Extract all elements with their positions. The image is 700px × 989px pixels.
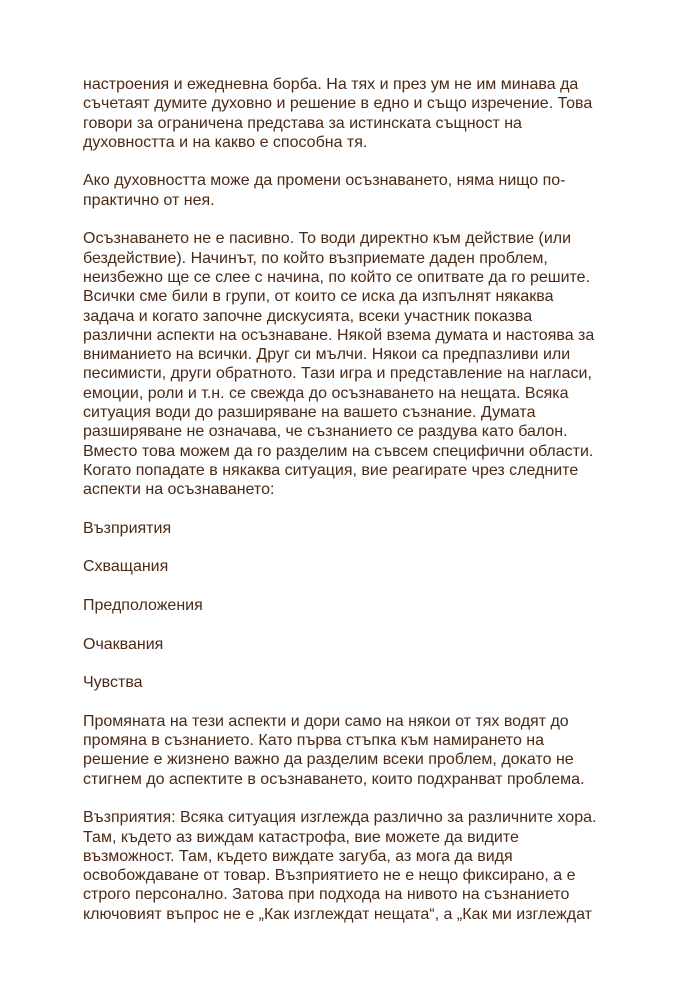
text-line: песимисти, други обратното. Тази игра и представление на нагласи,	[83, 365, 592, 383]
text-line: ситуация води до разширяване на вашето съзнание. Думата	[83, 404, 536, 422]
paragraph-changing-aspects	[83, 712, 630, 789]
text-line: решение е жизнено важно да разделим всеки проблем, докато не	[83, 751, 574, 769]
text-line: съчетаят думите духовно и решение в едно и също изречение. Това	[83, 95, 593, 113]
text-line: Там, където аз виждам катастрофа, вие можете да видите	[83, 828, 519, 846]
paragraph-spirituality-limits	[83, 75, 630, 152]
aspect-item-assumptions: Предположения	[83, 597, 203, 615]
text-line: настроения и ежедневна борба. На тях и през ум не им минава да	[83, 76, 579, 93]
text-line: Възприятия: Всяка ситуация изглежда различно за различните хора.	[83, 809, 597, 827]
aspect-item-beliefs: Схващания	[83, 558, 169, 576]
text-line: задача и когато започне дискусията, всеки участник показва	[83, 307, 533, 325]
text-line: Вместо това можем да го разделим на съвсем специфични области.	[83, 442, 594, 460]
text-line: ключовият въпрос не е „Как изглеждат нещата“, а „Как ми изглеждат	[83, 905, 592, 923]
text-line: емоции, роли и т.н. се свежда до осъзнаването на нещата. Всяка	[83, 384, 569, 402]
text-line: строго персонално. Затова при подхода на нивото на съзнанието	[83, 886, 570, 904]
aspect-item-perceptions: Възприятия	[83, 519, 172, 537]
text-line: духовността и на какво е способна тя.	[83, 133, 368, 151]
text-line: Когато попадате в някаква ситуация, вие реагирате чрез следните	[83, 461, 579, 479]
text-line: неизбежно ще се слее с начина, по който се опитвате да го решите.	[83, 268, 591, 286]
text-line: освобождаване от товар. Възприятието не е нещо фиксирано, а е	[83, 867, 576, 885]
text-line: разширяване не означава, че съзнанието се раздува като балон.	[83, 423, 568, 441]
aspect-item-feelings: Чувства	[83, 674, 143, 692]
text-line: Всички сме били в групи, от които се иска да изпълнят някаква	[83, 288, 554, 306]
text-line: Ако духовността може да промени осъзнаването, няма нищо по-	[83, 172, 566, 190]
text-line: стигнем до аспектите в осъзнаването, които подхранват проблема.	[83, 770, 585, 788]
paragraph-awareness-not-passive	[83, 229, 630, 499]
text-line: промяна в съзнанието. Като първа стъпка към намирането на	[83, 732, 545, 750]
text-line: бездействие). Начинът, по който възприемате даден проблем,	[83, 249, 548, 267]
text-line: Промяната на тези аспекти и дори само на някои от тях водят до	[83, 712, 569, 730]
text-line: различни аспекти на осъзнаване. Някой взема думата и настоява за	[83, 326, 595, 344]
text-line: възможност. Там, където виждате загуба, аз мога да видя	[83, 847, 513, 865]
text-line: Осъзнаването не е пасивно. То води директно към действие (или	[83, 230, 572, 248]
text-line: аспекти на осъзнаването:	[83, 481, 275, 499]
paragraph-perceptions	[83, 808, 630, 924]
aspect-item-expectations: Очаквания	[83, 635, 164, 653]
text-line: практично от нея.	[83, 191, 215, 209]
text-line: говори за ограничена представа за истинската същност на	[83, 114, 522, 132]
paragraph-practical	[83, 171, 630, 210]
text-line: вниманието на всички. Друг си мълчи. Някои са предпазливи или	[83, 346, 571, 364]
